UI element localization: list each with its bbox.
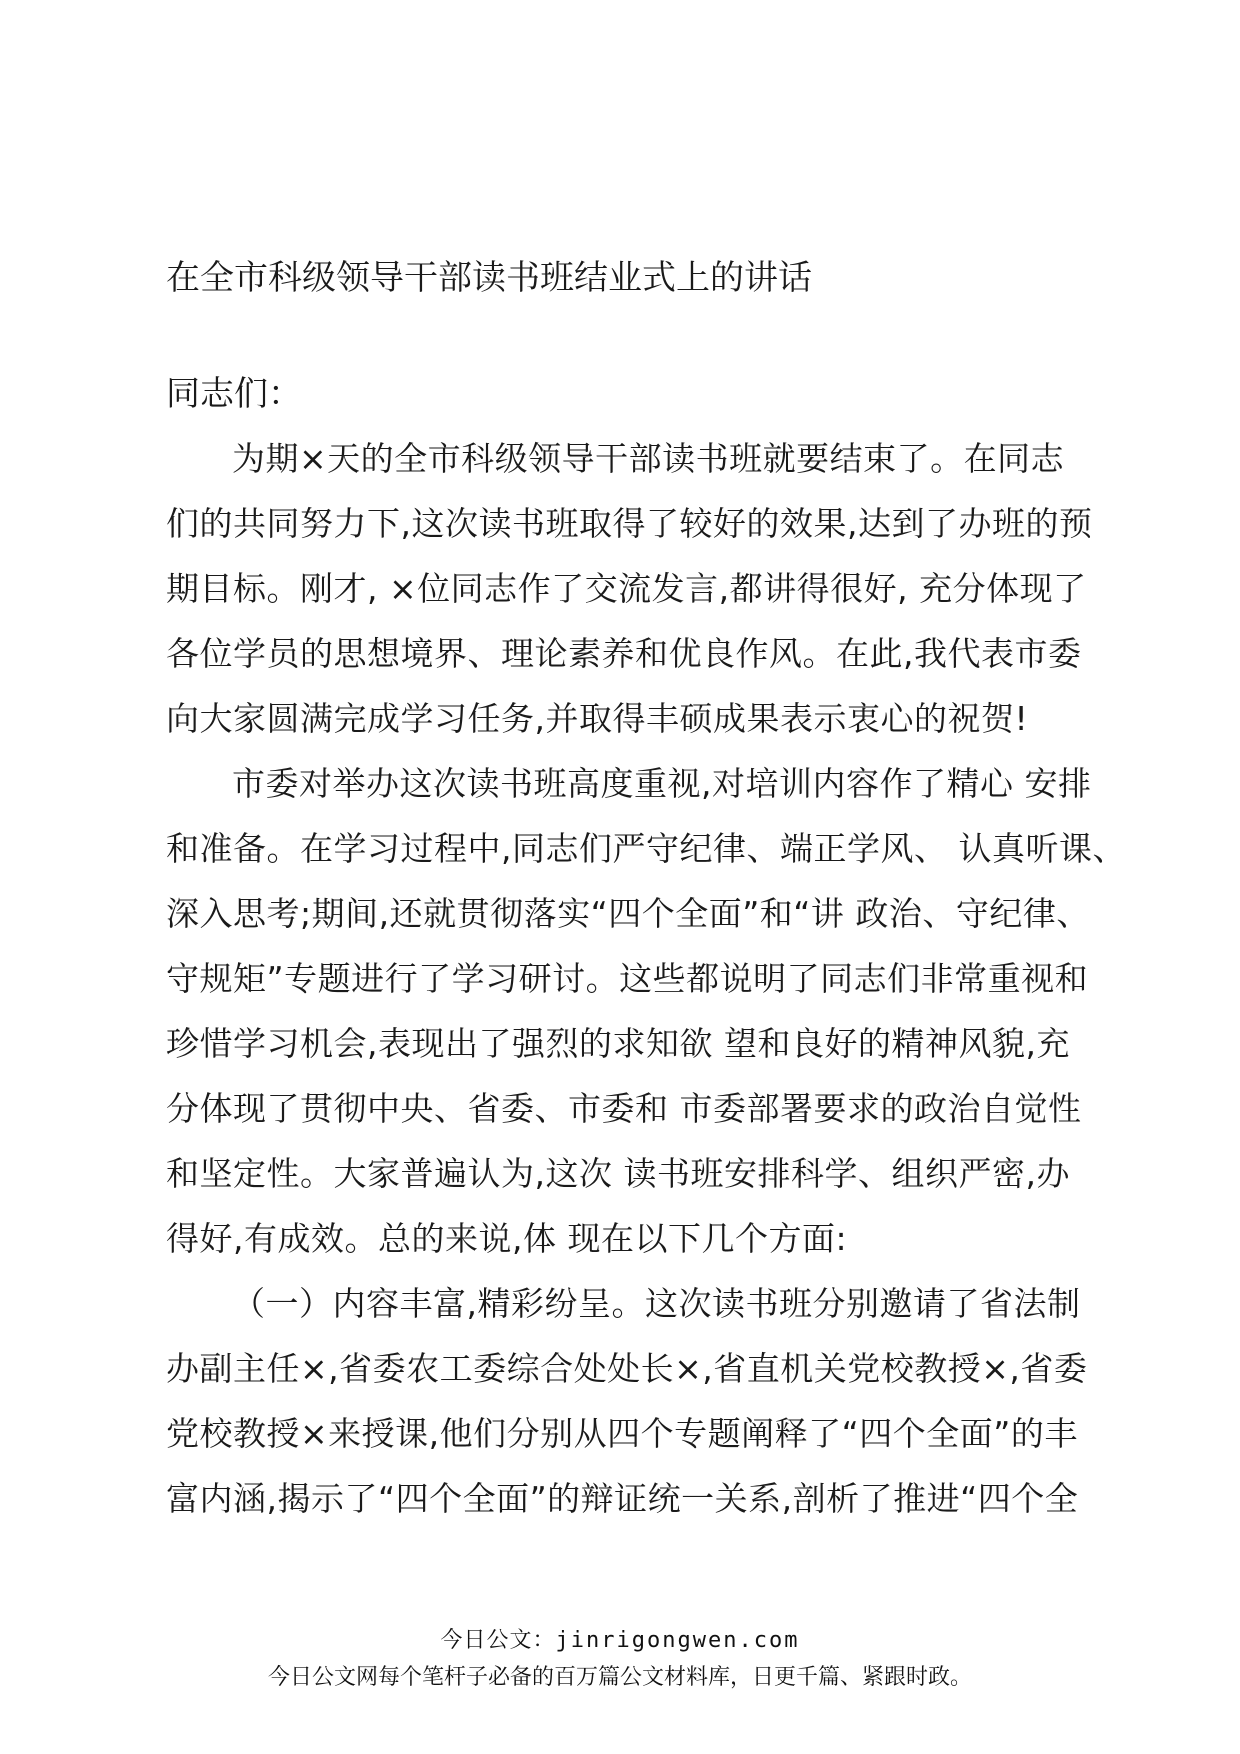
body-line: 富内涵,揭示了“四个全面”的辩证统一关系,剖析了推进“四个全 xyxy=(166,1479,1079,1518)
body-line: 办副主任×,省委农工委综合处处长×,省直机关党校教授×,省委 xyxy=(166,1349,1088,1388)
body-line: 向大家圆满完成学习任务,并取得丰硕成果表示衷心的祝贺! xyxy=(166,699,1029,738)
document-title: 在全市科级领导干部读书班结业式上的讲话 xyxy=(166,258,812,298)
body-line: 期目标。刚才, ×位同志作了交流发言,都讲得很好, 充分体现了 xyxy=(166,569,1087,608)
body-line: 得好,有成效。总的来说,体 现在以下几个方面: xyxy=(166,1219,848,1258)
body-line: 深入思考;期间,还就贯彻落实“四个全面”和“讲 政治、守纪律、 xyxy=(166,894,1090,933)
body-line: 为期×天的全市科级领导干部读书班就要结束了。在同志 xyxy=(232,439,1065,478)
body-line: 珍惜学习机会,表现出了强烈的求知欲 望和良好的精神风貌,充 xyxy=(166,1024,1070,1063)
footer-brand-url[interactable]: jinrigongwen.com xyxy=(555,1628,800,1653)
body-line: 分体现了贯彻中央、省委、市委和 市委部署要求的政治自觉性 xyxy=(166,1089,1082,1128)
greeting: 同志们： xyxy=(166,374,302,414)
body-line: 和坚定性。大家普遍认为,这次 读书班安排科学、组织严密,办 xyxy=(166,1154,1070,1193)
body-line: （一）内容丰富,精彩纷呈。这次读书班分别邀请了省法制 xyxy=(232,1284,1081,1323)
body-line: 市委对举办这次读书班高度重视,对培训内容作了精心 安排 xyxy=(232,764,1092,803)
body-line: 守规矩”专题进行了学习研讨。这些都说明了同志们非常重视和 xyxy=(166,959,1089,998)
footer-brand xyxy=(0,1626,1240,1656)
footer-brand-label: 今日公文： xyxy=(440,1628,556,1653)
body-line: 党校教授×来授课,他们分别从四个专题阐释了“四个全面”的丰 xyxy=(166,1414,1078,1453)
footer-slogan: 今日公文网每个笔杆子必备的百万篇公文材料库，日更千篇、紧跟时政。 xyxy=(267,1665,972,1690)
body-line: 们的共同努力下,这次读书班取得了较好的效果,达到了办班的预 xyxy=(166,504,1093,543)
body-line: 和准备。在学习过程中,同志们严守纪律、端正学风、 认真听课、 xyxy=(166,829,1126,868)
body-line: 各位学员的思想境界、理论素养和优良作风。在此,我代表市委 xyxy=(166,634,1082,673)
